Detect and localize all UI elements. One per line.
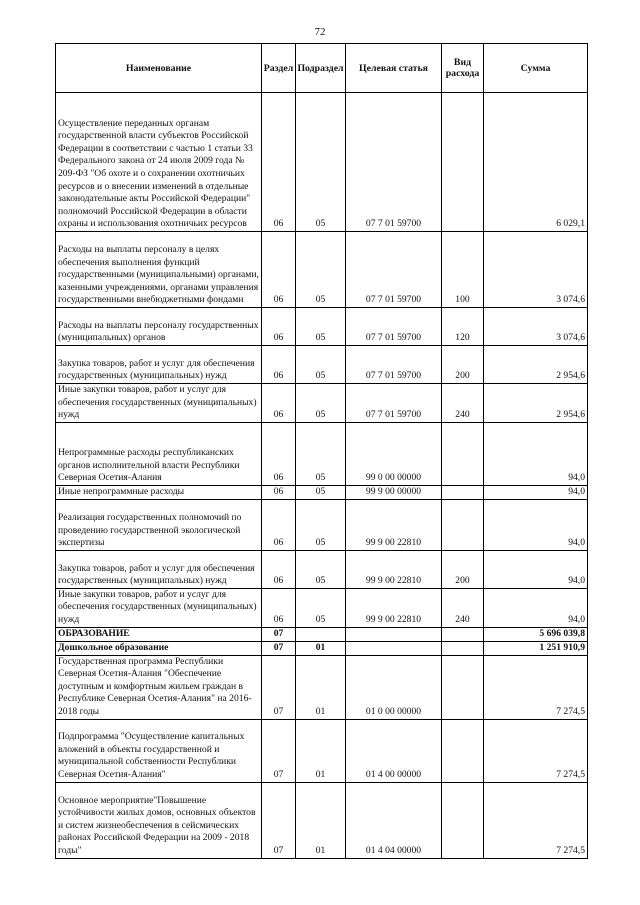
row-type (442, 93, 484, 232)
row-sum: 94,0 (484, 588, 588, 627)
row-target: 99 9 00 22810 (346, 588, 442, 627)
row-name: Иные непрограммные расходы (56, 485, 262, 499)
row-section: 06 (262, 550, 296, 588)
row-target (346, 641, 442, 655)
table-row (56, 641, 588, 655)
row-name: Реализация государственных полномочий по проведению государственной экологической экспертизы (56, 499, 262, 550)
header-row (56, 44, 588, 93)
row-section: 06 (262, 588, 296, 627)
row-name: Непрограммные расходы республиканских органов исполнительной власти Республики Северная Осетия-Алания (56, 422, 262, 485)
table-row (56, 627, 588, 641)
row-type (442, 627, 484, 641)
row-sum: 2 954,6 (484, 384, 588, 423)
row-subsection: 05 (296, 499, 346, 550)
row-sum: 6 029,1 (484, 93, 588, 232)
row-section: 06 (262, 346, 296, 384)
row-sum: 94,0 (484, 485, 588, 499)
row-sum: 7 274,5 (484, 782, 588, 858)
row-section: 06 (262, 499, 296, 550)
row-type: 100 (442, 232, 484, 308)
row-name: Основное мероприятие"Повышение устойчивости жилых домов, основных объектов и систем жизнеобеспечения в сейсмических районах Российской Федерации на 2009 - 2018 годы" (56, 782, 262, 858)
column-header-type: Вид расхода (442, 44, 484, 93)
row-sum: 94,0 (484, 422, 588, 485)
row-subsection: 05 (296, 346, 346, 384)
row-target: 07 7 01 59700 (346, 93, 442, 232)
row-subsection: 05 (296, 422, 346, 485)
row-type (442, 485, 484, 499)
row-sum: 94,0 (484, 499, 588, 550)
row-section: 07 (262, 641, 296, 655)
row-section: 07 (262, 782, 296, 858)
row-name: Подпрограмма "Осуществление капитальных вложений в объекты государственной и муниципальной собственности Республики Северная Осетия-Алания" (56, 719, 262, 782)
row-name: Иные закупки товаров, работ и услуг для обеспечения государственных (муниципальных) нужд (56, 588, 262, 627)
row-type (442, 782, 484, 858)
column-header-subsection: Подраздел (296, 44, 346, 93)
row-subsection: 05 (296, 384, 346, 423)
row-section: 06 (262, 485, 296, 499)
row-sum: 1 251 910,9 (484, 641, 588, 655)
table-row (56, 588, 588, 627)
row-section: 06 (262, 232, 296, 308)
row-name: Иные закупки товаров, работ и услуг для обеспечения государственных (муниципальных) нужд (56, 384, 262, 423)
row-type: 200 (442, 346, 484, 384)
row-subsection: 01 (296, 782, 346, 858)
row-name: Расходы на выплаты персоналу государственных (муниципальных) органов (56, 308, 262, 346)
table-row (56, 485, 588, 499)
table-row (56, 308, 588, 346)
row-subsection: 05 (296, 93, 346, 232)
row-type (442, 655, 484, 719)
row-type (442, 641, 484, 655)
table-row (56, 422, 588, 485)
column-header-sum: Сумма (484, 44, 588, 93)
row-type: 200 (442, 550, 484, 588)
row-name: Закупка товаров, работ и услуг для обеспечения государственных (муниципальных) нужд (56, 550, 262, 588)
row-target: 07 7 01 59700 (346, 346, 442, 384)
page-number: 72 (314, 26, 326, 38)
row-type (442, 422, 484, 485)
row-target: 99 0 00 00000 (346, 422, 442, 485)
table-row (56, 93, 588, 232)
row-subsection: 01 (296, 719, 346, 782)
row-section: 06 (262, 422, 296, 485)
table-row (56, 384, 588, 423)
table-row (56, 655, 588, 719)
row-type: 240 (442, 384, 484, 423)
row-subsection: 01 (296, 641, 346, 655)
row-section: 07 (262, 627, 296, 641)
row-subsection (296, 627, 346, 641)
row-section: 07 (262, 719, 296, 782)
row-target: 07 7 01 59700 (346, 384, 442, 423)
row-section: 07 (262, 655, 296, 719)
row-subsection: 05 (296, 232, 346, 308)
row-target: 99 9 00 22810 (346, 499, 442, 550)
row-sum: 5 696 039,8 (484, 627, 588, 641)
table-row (56, 550, 588, 588)
row-section: 06 (262, 93, 296, 232)
row-subsection: 05 (296, 588, 346, 627)
row-target (346, 627, 442, 641)
row-sum: 3 074,6 (484, 232, 588, 308)
row-name: Расходы на выплаты персоналу в целях обеспечения выполнения функций государственными (муниципальными) органами, казенными учреждениями, органами управления государственными внебюджетными фондами (56, 232, 262, 308)
table-row (56, 499, 588, 550)
column-header-name: Наименование (56, 44, 262, 93)
table-row (56, 782, 588, 858)
row-type (442, 499, 484, 550)
row-name: Дошкольное образование (56, 641, 262, 655)
row-target: 99 9 00 22810 (346, 550, 442, 588)
row-type (442, 719, 484, 782)
row-target: 01 4 00 00000 (346, 719, 442, 782)
table-row (56, 719, 588, 782)
row-subsection: 05 (296, 485, 346, 499)
row-sum: 2 954,6 (484, 346, 588, 384)
row-name: ОБРАЗОВАНИЕ (56, 627, 262, 641)
row-section: 06 (262, 384, 296, 423)
row-target: 01 0 00 00000 (346, 655, 442, 719)
row-subsection: 05 (296, 308, 346, 346)
row-section: 06 (262, 308, 296, 346)
row-subsection: 05 (296, 550, 346, 588)
row-target: 01 4 04 00000 (346, 782, 442, 858)
row-type: 120 (442, 308, 484, 346)
row-name: Государственная программа Республики Северная Осетия-Алания "Обеспечение доступным и комфортным жильем граждан в Республике Северная Осетия-Алания" на 2016-2018 годы (56, 655, 262, 719)
row-name: Осуществление переданных органам государственной власти субъектов Российской Федерации в соответствии с частью 1 статьи 33 Федерального закона от 24 июля 2009 года № 209-ФЗ "Об охоте и о сохранении охотничьих ресурсов и о внесении изменений в отдельные законодательные акты Российской Федерации" полномочий Российской Федерации в области охраны и использования охотничьих ресурсов (56, 93, 262, 232)
budget-table (55, 43, 588, 859)
row-target: 07 7 01 59700 (346, 232, 442, 308)
row-name: Закупка товаров, работ и услуг для обеспечения государственных (муниципальных) нужд (56, 346, 262, 384)
row-type: 240 (442, 588, 484, 627)
row-sum: 94,0 (484, 550, 588, 588)
column-header-target: Целевая статья (346, 44, 442, 93)
row-sum: 7 274,5 (484, 655, 588, 719)
row-subsection: 01 (296, 655, 346, 719)
table-row (56, 232, 588, 308)
row-sum: 3 074,6 (484, 308, 588, 346)
row-target: 07 7 01 59700 (346, 308, 442, 346)
row-target: 99 9 00 00000 (346, 485, 442, 499)
column-header-section: Раздел (262, 44, 296, 93)
table-row (56, 346, 588, 384)
row-sum: 7 274,5 (484, 719, 588, 782)
